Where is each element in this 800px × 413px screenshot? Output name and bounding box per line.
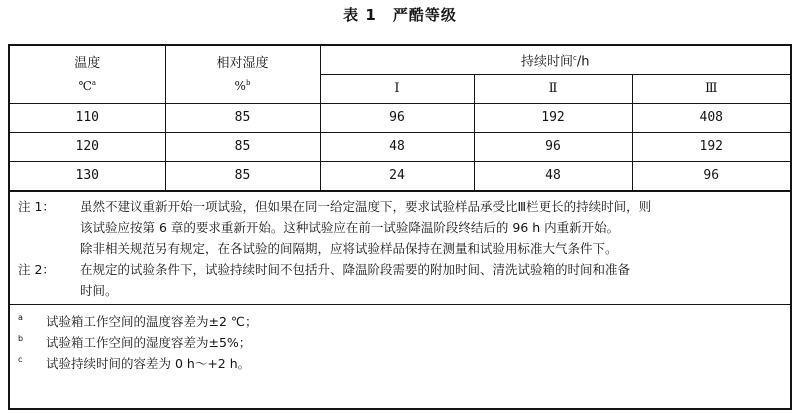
header-temperature	[10, 46, 165, 103]
cell-humidity: 85	[165, 103, 320, 132]
note-1-line: 除非相关规范另有规定，在各试验的间隔期，应将试验样品保持在测量和试验用标准大气条件下。	[80, 240, 618, 256]
note-2-label: 注 2：	[18, 261, 55, 277]
note-1	[18, 196, 782, 259]
footnote-b-mark: b	[18, 333, 24, 343]
footnote-a-text: 试验箱工作空间的温度容差为±2 ℃；	[46, 313, 258, 329]
level-1-header: Ⅰ	[320, 74, 474, 103]
cell-duration-level-1: 48	[320, 132, 474, 161]
header-duration-label: 持续时间	[521, 53, 574, 69]
table-row	[10, 103, 790, 132]
cell-duration-level-2: 96	[474, 132, 632, 161]
header-duration	[320, 46, 790, 74]
table-title: 表 1 严酷等级	[343, 6, 457, 24]
temperature-unit-text: ℃	[78, 78, 92, 93]
cell-duration-level-3: 192	[632, 132, 790, 161]
header-temperature-label: 温度	[74, 55, 101, 71]
header-temperature-unit	[10, 74, 165, 95]
header-humidity-unit	[166, 74, 320, 95]
header-humidity	[165, 46, 320, 103]
footnote-b	[18, 332, 782, 353]
note-2-line: 在规定的试验条件下，试验持续时间不包括升、降温阶段需要的附加时间、清洗试验箱的时间和准备	[80, 261, 631, 277]
header-humidity-label: 相对湿度	[216, 55, 269, 71]
table-row	[10, 161, 790, 190]
duration-footnote-mark: c	[573, 53, 577, 62]
footnote-c	[18, 353, 782, 374]
note-1-line: 虽然不建议重新开始一项试验，但如果在同一给定温度下，要求试验样品承受比Ⅲ栏更长的持续时间，则	[80, 198, 652, 214]
note-2-line: 时间。	[80, 282, 118, 298]
severity-table	[10, 46, 790, 191]
note-1-body	[80, 196, 782, 259]
cell-temperature: 110	[10, 103, 165, 132]
note-1-line: 该试验应按第 6 章的要求重新开始。这种试验应在前一试验降温阶段终结后的 96 h 内重新开始。	[80, 219, 620, 235]
footnotes-section	[10, 304, 790, 374]
level-3-header: Ⅲ	[632, 74, 790, 103]
cell-temperature: 120	[10, 132, 165, 161]
cell-temperature: 130	[10, 161, 165, 190]
header-duration-unit: /h	[576, 53, 590, 69]
temperature-footnote-mark: a	[91, 78, 97, 87]
cell-duration-level-1: 24	[320, 161, 474, 190]
footnote-c-text: 试验持续时间的容差为 0 h～+2 h。	[46, 355, 251, 371]
note-2	[18, 259, 782, 301]
cell-duration-level-3: 408	[632, 103, 790, 132]
humidity-unit-text: %	[234, 78, 246, 93]
footnote-a-mark: a	[18, 312, 23, 322]
severity-table-frame	[8, 44, 792, 410]
cell-duration-level-3: 96	[632, 161, 790, 190]
cell-humidity: 85	[165, 132, 320, 161]
footnote-c-mark: c	[18, 354, 23, 364]
cell-humidity: 85	[165, 161, 320, 190]
cell-duration-level-2: 192	[474, 103, 632, 132]
cell-duration-level-1: 96	[320, 103, 474, 132]
level-2-header: Ⅱ	[474, 74, 632, 103]
footnote-b-text: 试验箱工作空间的湿度容差为±5%；	[46, 334, 252, 350]
notes-section	[10, 191, 790, 304]
note-1-label: 注 1：	[18, 198, 55, 214]
table-row	[10, 132, 790, 161]
cell-duration-level-2: 48	[474, 161, 632, 190]
humidity-footnote-mark: b	[245, 78, 251, 87]
footnote-a	[18, 311, 782, 332]
note-2-body	[80, 259, 782, 301]
